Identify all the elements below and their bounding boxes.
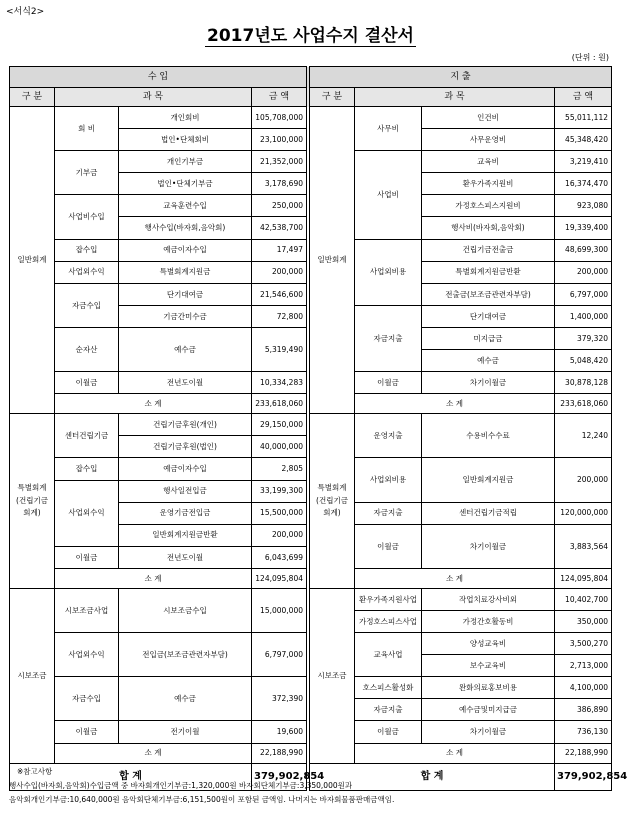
income-category: 자금수입	[55, 677, 119, 721]
income-subtotal-label: 소 계	[55, 394, 252, 414]
expense-amount: 19,339,400	[555, 217, 612, 239]
income-amount: 42,538,700	[252, 217, 307, 239]
expense-category: 이월금	[355, 372, 422, 394]
expense-amount: 55,011,112	[555, 107, 612, 129]
income-category: 회 비	[55, 107, 119, 151]
title-text: 2017년도 사업수지 결산서	[207, 26, 414, 46]
expense-item: 단기대여금	[422, 305, 555, 327]
table-row	[10, 588, 612, 610]
income-amount: 15,500,000	[252, 502, 307, 524]
expense-item: 전출금(보조금관련자부담)	[422, 283, 555, 305]
income-amount: 3,178,690	[252, 173, 307, 195]
expense-item: 양성교육비	[422, 633, 555, 655]
expense-item: 일반회계지원금	[422, 458, 555, 502]
expense-category: 자금지출	[355, 305, 422, 371]
income-item: 전년도이월	[119, 372, 252, 394]
expense-amount: 2,713,000	[555, 655, 612, 677]
income-header: 수 입	[10, 67, 307, 88]
expense-category: 사업외비용	[355, 458, 422, 502]
income-amount: 15,000,000	[252, 588, 307, 632]
expense-category: 운영지출	[355, 414, 422, 458]
income-category: 사업외수익	[55, 633, 119, 677]
expense-item: 사무운영비	[422, 129, 555, 151]
income-item: 교육훈련수입	[119, 195, 252, 217]
income-amount: 6,043,699	[252, 546, 307, 568]
income-item: 법인•단체기부금	[119, 173, 252, 195]
expense-category: 가정호스피스사업	[355, 610, 422, 632]
expense-item: 수용비수수료	[422, 414, 555, 458]
income-item: 법인•단체회비	[119, 129, 252, 151]
expense-category: 사업외비용	[355, 239, 422, 305]
expense-amount: 350,000	[555, 610, 612, 632]
expense-amount: 736,130	[555, 721, 612, 743]
expense-category: 이월금	[355, 721, 422, 743]
expense-amount: 10,402,700	[555, 588, 612, 610]
expense-division-header: 구 분	[310, 88, 355, 107]
income-item: 예금이자수입	[119, 458, 252, 480]
expense-subtotal-label: 소 계	[355, 568, 555, 588]
expense-category: 이월금	[355, 524, 422, 568]
expense-item: 특별회계지원금반환	[422, 261, 555, 283]
income-category: 사업외수익	[55, 261, 119, 283]
expense-subtotal-label: 소 계	[355, 743, 555, 763]
table-row	[10, 414, 612, 436]
expense-category: 사업비	[355, 151, 422, 239]
income-amount: 33,199,300	[252, 480, 307, 502]
expense-item-header: 과 목	[355, 88, 555, 107]
expense-amount-header: 금 액	[555, 88, 612, 107]
income-category: 이월금	[55, 372, 119, 394]
expense-item: 차기이월금	[422, 721, 555, 743]
expense-amount: 200,000	[555, 458, 612, 502]
expense-header: 지 출	[310, 67, 612, 88]
expense-item: 환우가족지원비	[422, 173, 555, 195]
income-item: 건립기금후원(개인)	[119, 414, 252, 436]
expense-subtotal-amount: 22,188,990	[555, 743, 612, 763]
unit-label: (단위 : 원)	[571, 53, 609, 62]
expense-section-subsidy: 시보조금	[310, 588, 355, 763]
notes-line-1: 행사수입(바자회,음악회)수입금액 중 바자회개인기부금:1,320,000원 바자회단체기부금:3,350,000원과	[9, 781, 353, 790]
income-amount: 40,000,000	[252, 436, 307, 458]
expense-section-general: 일반회계	[310, 107, 355, 414]
income-item: 건립기금후원(법인)	[119, 436, 252, 458]
income-item: 개인기부금	[119, 151, 252, 173]
expense-amount: 3,500,270	[555, 633, 612, 655]
expense-item: 센터건립기금적립	[422, 502, 555, 524]
income-amount: 29,150,000	[252, 414, 307, 436]
income-total-label: 합 계	[10, 763, 252, 790]
expense-amount: 923,080	[555, 195, 612, 217]
notes-heading: ※참고사항	[17, 767, 53, 776]
expense-item: 인건비	[422, 107, 555, 129]
income-section-special: 특별회계 (건립기금 회계)	[10, 414, 55, 589]
income-amount: 21,546,600	[252, 283, 307, 305]
income-item: 전기이월	[119, 721, 252, 743]
income-section-general: 일반회계	[10, 107, 55, 414]
expense-amount: 386,890	[555, 699, 612, 721]
income-category: 이월금	[55, 721, 119, 743]
expense-amount: 6,797,000	[555, 283, 612, 305]
expense-item: 미지급금	[422, 327, 555, 349]
income-amount: 200,000	[252, 261, 307, 283]
expense-item: 교육비	[422, 151, 555, 173]
expense-category: 교육사업	[355, 633, 422, 677]
settlement-table	[9, 66, 627, 791]
expense-total-amount: 379,902,854	[555, 763, 612, 790]
expense-category: 자금지출	[355, 699, 422, 721]
income-item-header: 과 목	[55, 88, 252, 107]
header-row-1	[10, 67, 612, 88]
income-category: 사업외수익	[55, 480, 119, 546]
expense-item: 차기이월금	[422, 372, 555, 394]
income-subtotal-label: 소 계	[55, 743, 252, 763]
expense-item: 차기이월금	[422, 524, 555, 568]
income-amount: 23,100,000	[252, 129, 307, 151]
expense-item: 가정간호활동비	[422, 610, 555, 632]
income-item: 행사수입(바자회,음악회)	[119, 217, 252, 239]
expense-amount: 5,048,420	[555, 350, 612, 372]
income-amount: 19,600	[252, 721, 307, 743]
income-item: 단기대여금	[119, 283, 252, 305]
expense-item: 건립기금전출금	[422, 239, 555, 261]
income-category: 센터건립기금	[55, 414, 119, 458]
expense-item: 가정호스피스지원비	[422, 195, 555, 217]
income-subtotal-label: 소 계	[55, 568, 252, 588]
expense-subtotal-amount: 233,618,060	[555, 394, 612, 414]
expense-item: 예수금	[422, 350, 555, 372]
income-category: 시보조금사업	[55, 588, 119, 632]
notes-line-2: 음악회개인기부금:10,640,000원 음악회단체기부금:6,151,500원이 포함된 금액임. 나머지는 바자회물품판매금액임.	[9, 795, 395, 804]
income-item: 기금간미수금	[119, 305, 252, 327]
document-title	[0, 21, 621, 46]
expense-amount: 48,699,300	[555, 239, 612, 261]
income-amount: 200,000	[252, 524, 307, 546]
expense-category: 환우가족지원사업	[355, 588, 422, 610]
table-row	[10, 107, 612, 129]
income-subtotal-amount: 233,618,060	[252, 394, 307, 414]
notes	[9, 765, 394, 807]
expense-category: 사무비	[355, 107, 422, 151]
income-amount: 17,497	[252, 239, 307, 261]
expense-item: 예수금및미지급금	[422, 699, 555, 721]
expense-amount: 3,219,410	[555, 151, 612, 173]
expense-amount: 4,100,000	[555, 677, 612, 699]
expense-amount: 3,883,564	[555, 524, 612, 568]
expense-amount: 12,240	[555, 414, 612, 458]
income-category: 잡수입	[55, 239, 119, 261]
expense-subtotal-amount: 124,095,804	[555, 568, 612, 588]
expense-amount: 120,000,000	[555, 502, 612, 524]
income-subtotal-amount: 22,188,990	[252, 743, 307, 763]
header-row-2	[10, 88, 612, 107]
form-number: <서식2>	[6, 7, 45, 17]
expense-amount: 1,400,000	[555, 305, 612, 327]
income-subtotal-amount: 124,095,804	[252, 568, 307, 588]
expense-amount: 30,878,128	[555, 372, 612, 394]
income-item: 시보조금수입	[119, 588, 252, 632]
income-amount: 21,352,000	[252, 151, 307, 173]
income-item: 일반회계지원금반환	[119, 524, 252, 546]
income-amount: 250,000	[252, 195, 307, 217]
income-category: 순자산	[55, 327, 119, 371]
income-category: 이월금	[55, 546, 119, 568]
expense-section-special: 특별회계 (건립기금 회계)	[310, 414, 355, 589]
expense-amount: 379,320	[555, 327, 612, 349]
income-amount: 6,797,000	[252, 633, 307, 677]
income-item: 예수금	[119, 677, 252, 721]
expense-item: 보수교육비	[422, 655, 555, 677]
income-amount: 105,708,000	[252, 107, 307, 129]
expense-item: 완화의료홍보비용	[422, 677, 555, 699]
income-item: 특별회계지원금	[119, 261, 252, 283]
expense-item: 작업치료강사비외	[422, 588, 555, 610]
income-item: 운영기금전입금	[119, 502, 252, 524]
expense-category: 호스피스활성화	[355, 677, 422, 699]
expense-amount: 200,000	[555, 261, 612, 283]
income-amount: 2,805	[252, 458, 307, 480]
expense-subtotal-label: 소 계	[355, 394, 555, 414]
expense-amount: 45,348,420	[555, 129, 612, 151]
income-item: 예수금	[119, 327, 252, 371]
income-amount: 372,390	[252, 677, 307, 721]
income-category: 잡수입	[55, 458, 119, 480]
income-amount: 10,334,283	[252, 372, 307, 394]
income-item: 행사일전입금	[119, 480, 252, 502]
expense-item: 행사비(바자회,음악회)	[422, 217, 555, 239]
income-item: 전입금(보조금관련자부담)	[119, 633, 252, 677]
expense-total-label: 합 계	[310, 763, 555, 790]
income-division-header: 구 분	[10, 88, 55, 107]
income-item: 전년도이월	[119, 546, 252, 568]
income-category: 사업비수입	[55, 195, 119, 239]
income-category: 자금수입	[55, 283, 119, 327]
income-amount: 5,319,490	[252, 327, 307, 371]
income-amount-header: 금 액	[252, 88, 307, 107]
income-category: 기부금	[55, 151, 119, 195]
income-total-amount: 379,902,854	[252, 763, 307, 790]
income-item: 개인회비	[119, 107, 252, 129]
expense-category: 자금지출	[355, 502, 422, 524]
expense-amount: 16,374,470	[555, 173, 612, 195]
income-section-subsidy: 시보조금	[10, 588, 55, 763]
income-amount: 72,800	[252, 305, 307, 327]
income-item: 예금이자수입	[119, 239, 252, 261]
